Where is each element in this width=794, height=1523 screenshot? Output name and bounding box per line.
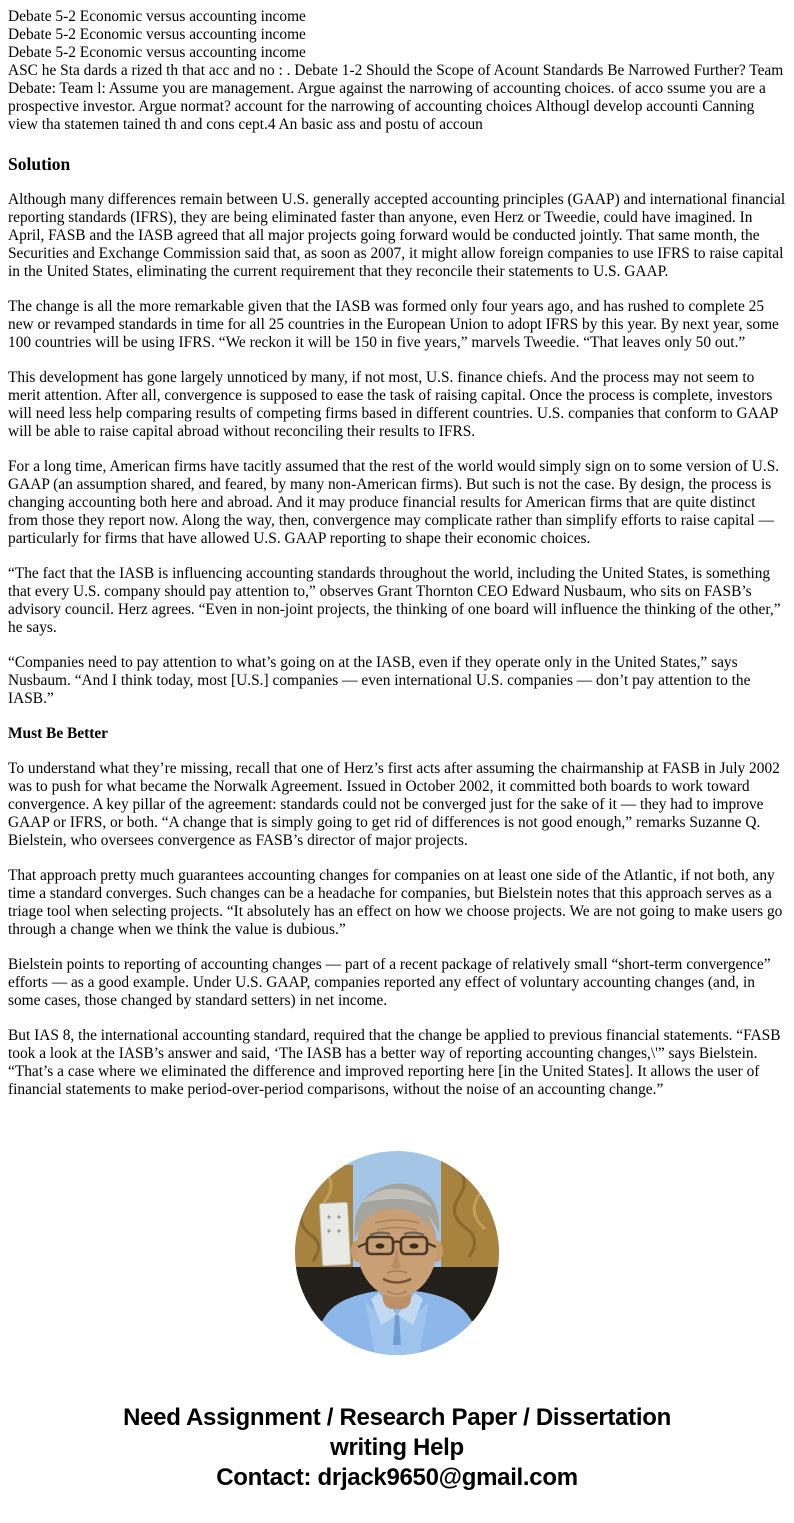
promo-line: Need Assignment / Research Paper / Dissertation: [123, 1404, 671, 1431]
solution-paragraph: For a long time, American firms have tacitly assumed that the rest of the world would simply sign on to some version of U.S. GAAP (an assumption shared, and feared, by many non-American firms). But such is not the case. By design, the process is changing accounting both here and abroad. And it may produce financial results for American firms that are quite distinct from those they report now. Along the way, then, convergence may complicate rather than simplify efforts to raise capital — particularly for firms that have allowed U.S. GAAP reporting to shape their economic choices.: [8, 458, 780, 547]
solution-paragraph: That approach pretty much guarantees accounting changes for companies on at least one side of the Atlantic, if not both, any time a standard converges. Such changes can be a headache for companies, but Bielstein notes that this approach serves as a triage tool when selecting projects. “It absolutely has an effect on how we choose projects. We are not going to make users go through a change when we think the value is dubious.”: [8, 867, 783, 938]
promo-line: writing Help: [330, 1434, 464, 1461]
repeated-title-line: Debate 5-2 Economic versus accounting income: [8, 44, 306, 61]
solution-paragraph: “The fact that the IASB is influencing accounting standards throughout the world, including the United States, is something that every U.S. company should pay attention to,” observes Grant Thornton CEO Edward Nusbaum, who sits on FASB’s advisory council. Herz agrees. “Even in non-joint projects, the thinking of one board will influence the thinking of the other,” he says.: [8, 565, 781, 636]
portrait-photo-section: [0, 1151, 794, 1355]
promo-footer: [0, 1403, 794, 1493]
solution-heading: Solution: [8, 154, 71, 174]
solution-paragraph: To understand what they’re missing, recall that one of Herz’s first acts after assuming the chairmanship at FASB in July 2002 was to push for what became the Norwalk Agreement. Issued in October 2002, it committed both boards to work toward convergence. A key pillar of the agreement: standards could not be converged just for the sake of it — they had to improve GAAP or IFRS, or both. “A change that is simply going to get rid of differences is not good enough,” remarks Suzanne Q. Bielstein, who oversees convergence as FASB’s director of major projects.: [8, 760, 780, 849]
solution-paragraph: This development has gone largely unnoticed by many, if not most, U.S. finance chiefs. And the process may not seem to merit attention. After all, convergence is supposed to ease the task of raising capital. Once the process is complete, investors will need less help comparing results of competing firms based in different countries. U.S. companies that conform to GAAP will be able to raise capital abroad without reconciling their results to IFRS.: [8, 369, 778, 440]
solution-paragraph: The change is all the more remarkable given that the IASB was formed only four years ago, and has rushed to complete 25 new or revamped standards in time for all 25 countries in the European Union to adopt IFRS by this year. By next year, some 100 countries will be using IFRS. “We reckon it will be 150 in five years,” marvels Tweedie. “That leaves only 50 out.”: [8, 298, 779, 351]
solution-paragraph: Although many differences remain between U.S. generally accepted accounting principles (GAAP) and international financial reporting standards (IFRS), they are being eliminated faster than anyone, even Herz or Tweedie, could have imagined. In April, FASB and the IASB agreed that all major projects going forward would be conducted jointly. That same month, the Securities and Exchange Commission said that, as soon as 2007, it might allow foreign companies to use IFRS to raise capital in the United States, eliminating the current requirement that they reconcile their statements to U.S. GAAP.: [8, 191, 786, 280]
solution-paragraph: Bielstein points to reporting of accounting changes — part of a recent package of relatively small “short-term convergence” efforts — as a good example. Under U.S. GAAP, companies reported any effect of voluntary accounting changes (and, in some cases, those changed by standard setters) in net income.: [8, 956, 771, 1009]
repeated-title-line: Debate 5-2 Economic versus accounting income: [8, 8, 306, 25]
question-intro-text: ASC he Sta dards a rized th that acc and no : . Debate 1-2 Should the Scope of Acount Standards Be Narrowed Further? Team Debate: Team l: Assume you are management. Argue against the narrowing of accounting choices. of acco ssume you are a prospective investor. Argue normat? account for the narrowing of accounting choices Althougl develop accounti Canning view tha statemen tained th and cons cept.4 An basic ass and postu of accoun: [8, 62, 784, 133]
person-avatar: [295, 1151, 499, 1355]
repeated-title-line: Debate 5-2 Economic versus accounting income: [8, 26, 306, 43]
solution-paragraph: “Companies need to pay attention to what’s going on at the IASB, even if they operate only in the United States,” says Nusbaum. “And I think today, most [U.S.] companies — even international U.S. companies — don’t pay attention to the IASB.”: [8, 654, 751, 707]
contact-email-line: Contact: drjack9650@gmail.com: [216, 1464, 578, 1491]
solution-paragraph: But IAS 8, the international accounting standard, required that the change be applied to previous financial statements. “FASB took a look at the IASB’s answer and said, ‘The IASB has a better way of reporting accounting changes,\'” says Bielstein. “That’s a case where we eliminated the difference and improved reporting here [in the United States]. It allows the user of financial statements to make period-over-period comparisons, without the noise of an accounting change.”: [8, 1027, 781, 1098]
must-be-better-heading: Must Be Better: [8, 725, 109, 742]
